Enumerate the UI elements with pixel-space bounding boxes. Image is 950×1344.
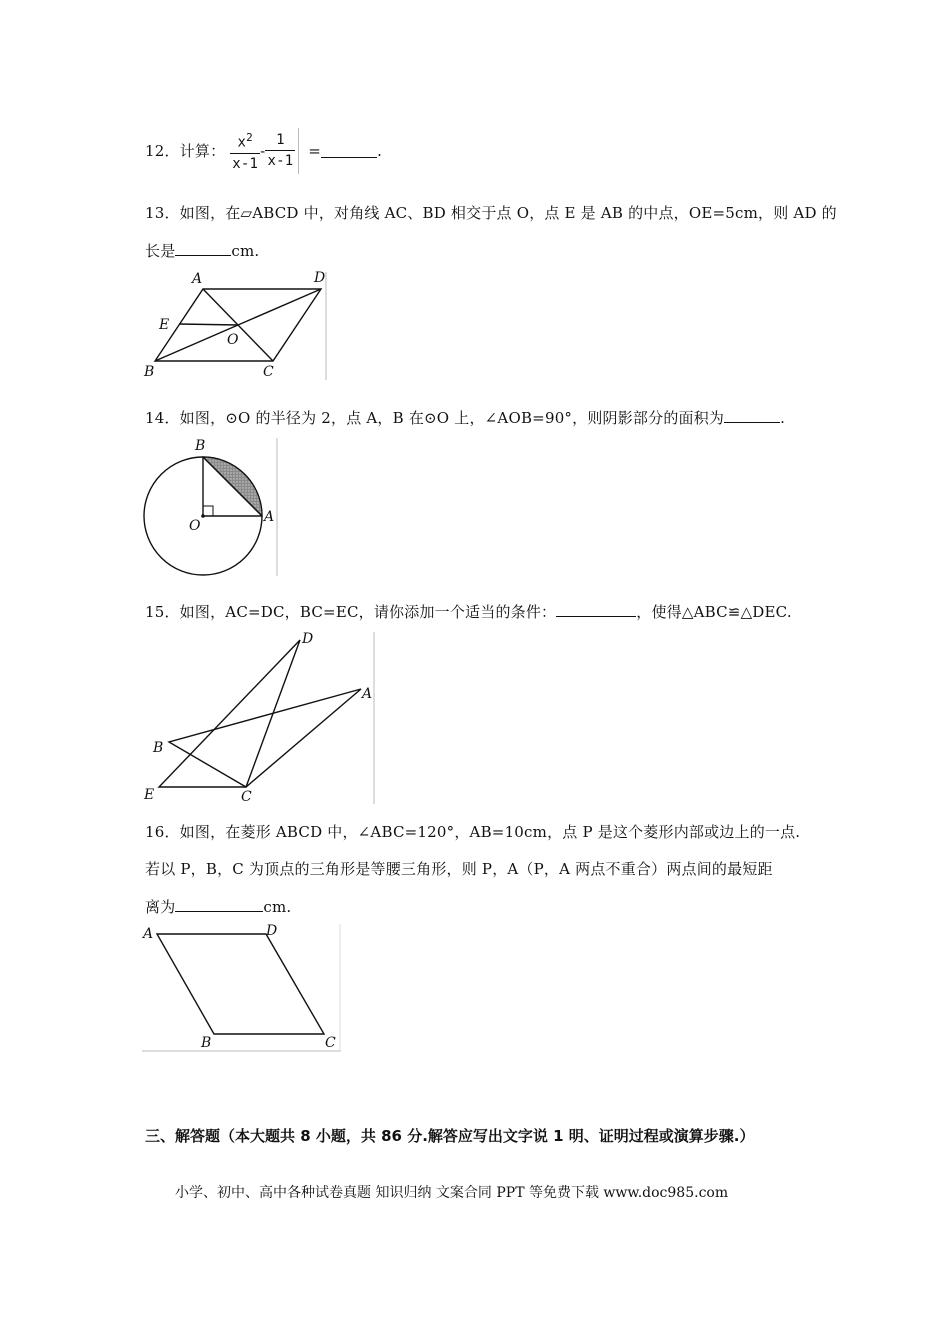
q12-fraction-1 — [230, 128, 260, 174]
question-16-line2: 若以 P，B，C 为顶点的三角形是等腰三角形，则 P，A（P，A 两点不重合）两点间的最短距 — [145, 860, 773, 878]
right-angle-mark — [203, 506, 213, 516]
question-14 — [145, 408, 785, 428]
center-dot — [201, 514, 205, 518]
question-16-line1: 16．如图，在菱形 ABCD 中，∠ABC=120°，AB=10cm，点 P 是这个菱形内部或边上的一点. — [145, 823, 801, 841]
label-C: C — [325, 1035, 336, 1051]
q16-figure-rhombus — [140, 920, 344, 1054]
label-B: B — [195, 438, 206, 454]
label-D: D — [266, 923, 278, 939]
q15-answer-blank — [556, 602, 636, 617]
q13-answer-blank — [175, 241, 231, 256]
question-16-line3 — [145, 897, 291, 917]
label-A: A — [192, 271, 203, 287]
label-E: E — [159, 317, 170, 333]
label-B: B — [144, 364, 155, 380]
label-B: B — [153, 740, 164, 756]
label-O: O — [189, 518, 201, 534]
q15-text: 15．如图，AC=DC，BC=EC，请你添加一个适当的条件： — [145, 603, 557, 621]
question-15 — [145, 602, 792, 622]
q14-figure-circle — [140, 436, 282, 578]
question-13-line2 — [145, 241, 259, 261]
q12-minus: - — [260, 141, 266, 160]
triangle-DEC — [159, 640, 300, 787]
q12-fraction-2 — [265, 130, 295, 171]
q13-unit: cm. — [231, 242, 260, 260]
question-12 — [145, 128, 382, 176]
label-B: B — [201, 1035, 212, 1051]
q15-figure-triangles — [140, 628, 380, 806]
label-D: D — [302, 631, 314, 647]
label-O: O — [227, 332, 239, 348]
q12-frac2-denominator: x-1 — [265, 150, 295, 171]
q13-prefix: 长是 — [145, 242, 176, 260]
footer-text: 小学、初中、高中各种试卷真题 知识归纳 文案合同 PPT 等免费下载 www.doc985.com — [175, 1185, 729, 1201]
q13-figure-parallelogram — [140, 266, 330, 382]
q16-unit: cm. — [263, 898, 292, 916]
q12-frac1-denominator: x-1 — [230, 153, 260, 174]
rhombus-ABCD — [157, 934, 324, 1034]
segment-OE — [179, 324, 238, 325]
label-D: D — [314, 270, 326, 286]
question-13-line1: 13．如图，在▱ABCD 中，对角线 AC、BD 相交于点 O，点 E 是 AB 的中点，OE=5cm，则 AD 的 — [145, 204, 837, 222]
q12-frac1-exponent: 2 — [246, 131, 253, 144]
q12-frac2-numerator: 1 — [276, 132, 285, 149]
label-E: E — [144, 787, 155, 803]
q12-prefix: 12．计算： — [145, 141, 226, 160]
label-A: A — [362, 686, 373, 702]
q14-answer-blank — [724, 408, 780, 423]
triangle-ABC — [169, 689, 361, 787]
label-A: A — [264, 509, 275, 525]
label-C: C — [241, 789, 252, 805]
q14-text: 14．如图，⊙O 的半径为 2，点 A，B 在⊙O 上，∠AOB=90°，则阴影部分的面积为 — [145, 409, 725, 427]
q12-equals: = — [308, 141, 322, 160]
q14-end: . — [780, 409, 786, 427]
label-A: A — [143, 926, 154, 942]
q16-prefix: 离为 — [145, 898, 176, 916]
section-3-heading: 三、解答题（本大题共 8 小题，共 86 分.解答应写出文字说 1 明、证明过程或演算步骤.） — [145, 1127, 755, 1145]
q12-answer-blank — [321, 143, 377, 158]
q15-text-end: ，使得△ABC≌△DEC. — [636, 603, 792, 621]
q12-end: . — [377, 141, 383, 160]
q12-frac1-numerator: x — [237, 134, 247, 151]
label-C: C — [263, 364, 274, 380]
q12-expression-box — [230, 128, 299, 174]
q16-answer-blank — [175, 897, 263, 912]
